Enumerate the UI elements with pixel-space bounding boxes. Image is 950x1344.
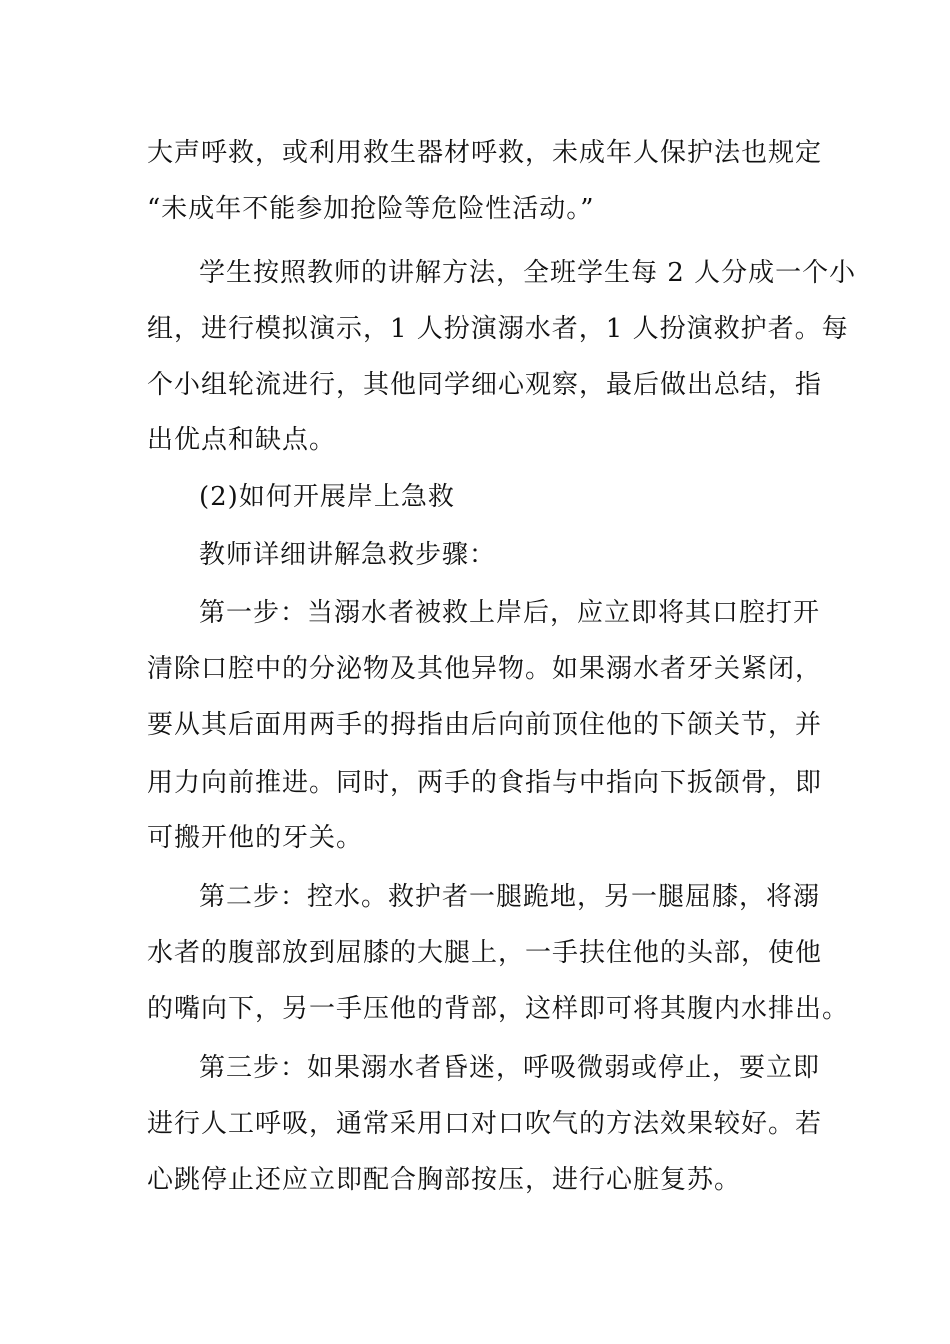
paragraph-first-line: 第一步：当溺水者被救上岸后，应立即将其口腔打开 [199, 598, 821, 628]
text-line: 进行人工呼吸，通常采用口对口吹气的方法效果较好。若 [147, 1109, 823, 1139]
text-line: 出优点和缺点。 [147, 425, 337, 455]
text-line: 的嘴向下，另一手压他的背部，这样即可将其腹内水排出。 [147, 994, 850, 1024]
text-line: 大声呼救，或利用救生器材呼救，未成年人保护法也规定 [147, 138, 823, 168]
paragraph-first-line: 学生按照教师的讲解方法，全班学生每 2 人分成一个小 [199, 258, 857, 288]
text-line: 用力向前推进。同时，两手的食指与中指向下扳颌骨，即 [147, 768, 823, 798]
text-line: 要从其后面用两手的拇指由后向前顶住他的下颌关节，并 [147, 710, 823, 740]
text-line: 心跳停止还应立即配合胸部按压，进行心脏复苏。 [147, 1165, 742, 1195]
paragraph-first-line: 第三步：如果溺水者昏迷，呼吸微弱或停止，要立即 [199, 1053, 821, 1083]
paragraph-first-line: 教师详细讲解急救步骤： [199, 540, 497, 570]
text-line: 组，进行模拟演示，1 人扮演溺水者，1 人扮演救护者。每 [147, 314, 849, 344]
text-line: “未成年不能参加抢险等危险性活动。” [147, 194, 595, 224]
text-line: 可搬开他的牙关。 [147, 823, 364, 853]
section-heading: (2)如何开展岸上急救 [199, 482, 455, 512]
text-line: 个小组轮流进行，其他同学细心观察，最后做出总结，指 [147, 370, 823, 400]
paragraph-first-line: 第二步：控水。救护者一腿跪地，另一腿屈膝，将溺 [199, 882, 821, 912]
text-line: 清除口腔中的分泌物及其他异物。如果溺水者牙关紧闭， [147, 654, 823, 684]
text-line: 水者的腹部放到屈膝的大腿上，一手扶住他的头部，使他 [147, 938, 823, 968]
